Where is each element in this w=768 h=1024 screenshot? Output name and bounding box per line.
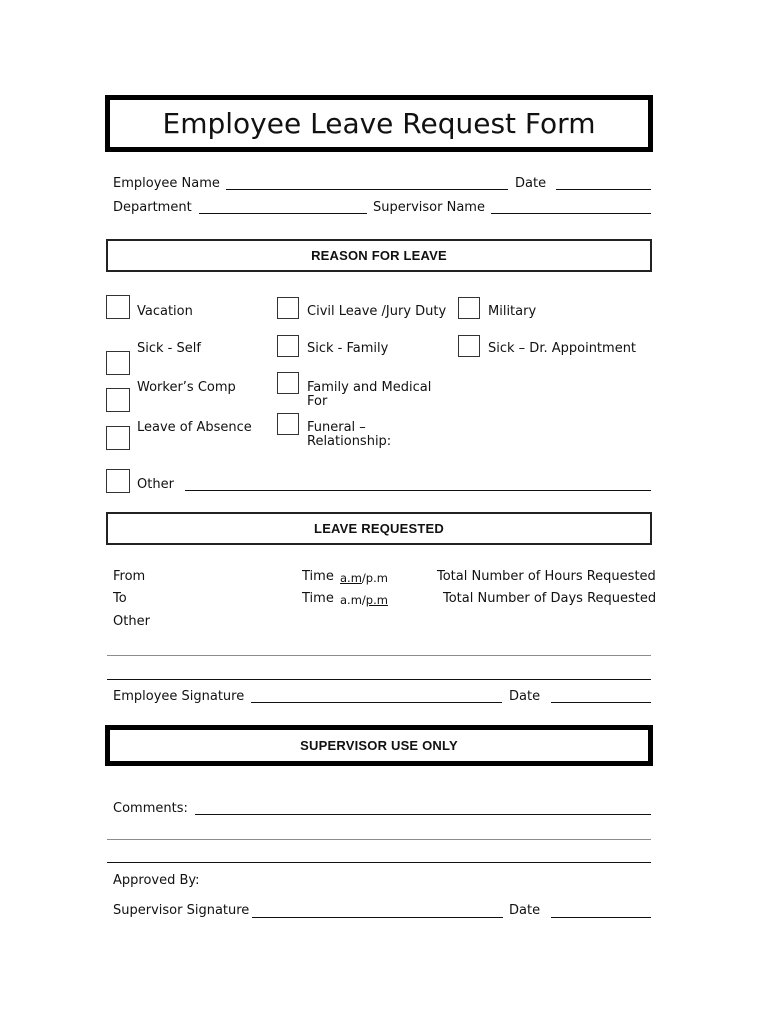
leave-other-line-1[interactable] xyxy=(107,655,651,656)
workers-comp-label: Worker’s Comp xyxy=(137,380,236,395)
leave-requested-heading-box xyxy=(106,512,652,545)
comments-line-2[interactable] xyxy=(107,839,651,840)
from-ampm[interactable] xyxy=(340,570,388,586)
other-reason-label: Other xyxy=(137,477,174,492)
civil-leave-checkbox[interactable] xyxy=(277,297,299,319)
civil-leave-label: Civil Leave /Jury Duty xyxy=(307,304,447,319)
supervisor-name-field[interactable] xyxy=(491,213,651,214)
total-days-label: Total Number of Days Requested xyxy=(443,591,657,606)
from-am-option[interactable]: a.m xyxy=(340,571,362,585)
approved-by-label: Approved By: xyxy=(113,873,200,888)
total-hours-label: Total Number of Hours Requested xyxy=(437,569,656,584)
form-title-box xyxy=(105,95,653,152)
workers-comp-checkbox[interactable] xyxy=(106,388,130,412)
to-time-label: Time xyxy=(302,591,334,606)
employee-signature-date-label: Date xyxy=(509,689,541,704)
date-field[interactable] xyxy=(556,189,651,190)
supervisor-signature-label: Supervisor Signature xyxy=(113,903,250,918)
leave-other-label: Other xyxy=(113,614,150,629)
to-am-option[interactable]: a.m xyxy=(340,593,362,607)
reason-for-leave-heading: REASON FOR LEAVE xyxy=(311,248,447,263)
sick-dr-appointment-checkbox[interactable] xyxy=(458,335,480,357)
from-time-label: Time xyxy=(302,569,334,584)
supervisor-use-heading: SUPERVISOR USE ONLY xyxy=(300,738,458,753)
form-title: Employee Leave Request Form xyxy=(162,107,596,140)
supervisor-signature-field[interactable] xyxy=(252,917,503,918)
leave-of-absence-checkbox[interactable] xyxy=(106,426,130,450)
reason-for-leave-heading-box xyxy=(106,239,652,272)
employee-signature-label: Employee Signature xyxy=(113,689,245,704)
other-reason-checkbox[interactable] xyxy=(106,469,130,493)
to-pm-option[interactable]: p.m xyxy=(365,593,388,607)
employee-name-field[interactable] xyxy=(226,189,508,190)
sick-family-label: Sick - Family xyxy=(307,341,389,356)
family-medical-checkbox[interactable] xyxy=(277,372,299,394)
funeral-label-line2: Relationship: xyxy=(307,434,392,449)
military-checkbox[interactable] xyxy=(458,297,480,319)
employee-name-label: Employee Name xyxy=(113,176,220,191)
sick-family-checkbox[interactable] xyxy=(277,335,299,357)
leave-requested-heading: LEAVE REQUESTED xyxy=(314,521,444,536)
family-medical-label-line1: Family and Medical xyxy=(307,380,432,395)
supervisor-use-heading-box xyxy=(105,725,653,766)
department-label: Department xyxy=(113,200,192,215)
date-label: Date xyxy=(515,176,547,191)
employee-signature-field[interactable] xyxy=(251,702,502,703)
leave-of-absence-label: Leave of Absence xyxy=(137,420,252,435)
sick-dr-appointment-label: Sick – Dr. Appointment xyxy=(488,341,637,356)
vacation-checkbox[interactable] xyxy=(106,295,130,319)
family-medical-label-line2: For xyxy=(307,394,328,409)
comments-field[interactable] xyxy=(195,814,651,815)
leave-other-line-2[interactable] xyxy=(107,679,651,680)
other-reason-field[interactable] xyxy=(185,490,651,491)
comments-line-3[interactable] xyxy=(107,862,651,863)
funeral-checkbox[interactable] xyxy=(277,413,299,435)
department-field[interactable] xyxy=(199,213,367,214)
supervisor-date-label: Date xyxy=(509,903,541,918)
employee-signature-date-field[interactable] xyxy=(551,702,651,703)
vacation-label: Vacation xyxy=(137,304,193,319)
sick-self-checkbox[interactable] xyxy=(106,351,130,375)
military-label: Military xyxy=(488,304,537,319)
supervisor-name-label: Supervisor Name xyxy=(373,200,485,215)
to-label: To xyxy=(113,591,127,606)
from-label: From xyxy=(113,569,146,584)
comments-label: Comments: xyxy=(113,801,188,816)
to-ampm[interactable] xyxy=(340,592,388,608)
to-ampm-separator: / xyxy=(361,593,366,607)
supervisor-date-field[interactable] xyxy=(551,917,651,918)
funeral-label-line1: Funeral – xyxy=(307,420,366,435)
from-pm-option[interactable]: p.m xyxy=(365,571,388,585)
sick-self-label: Sick - Self xyxy=(137,341,201,356)
from-ampm-separator: / xyxy=(361,571,366,585)
